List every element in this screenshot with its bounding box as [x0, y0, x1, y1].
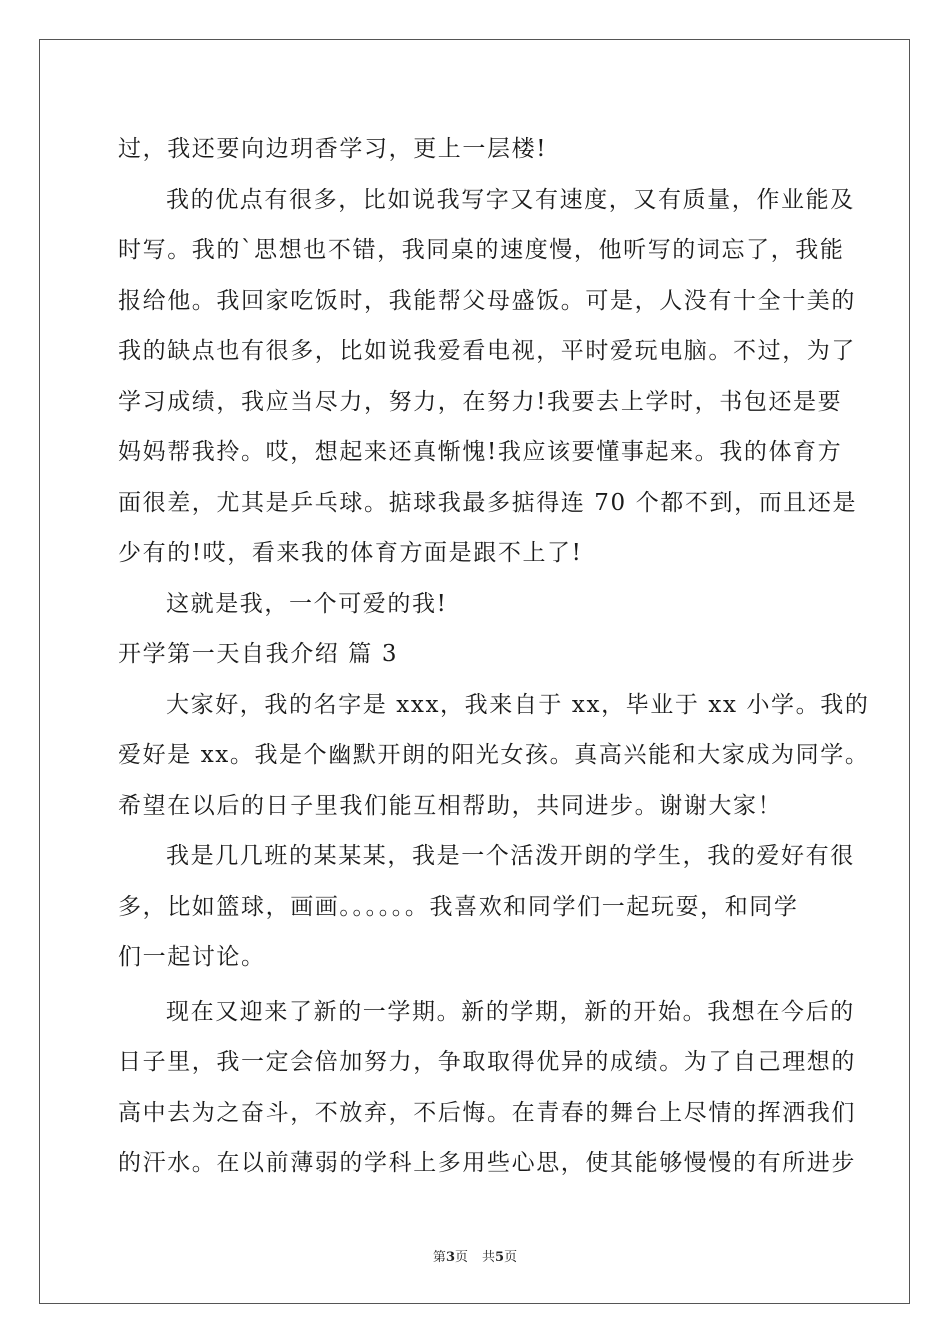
- section-heading: 开学第一天自我介绍 篇 3: [118, 641, 399, 667]
- text-line: 我是几几班的某某某，我是一个活泼开朗的学生，我的爱好有很: [166, 843, 855, 869]
- text-line: 爱好是 xx。我是个幽默开朗的阳光女孩。真高兴能和大家成为同学。: [118, 742, 870, 768]
- page-prefix: 第: [432, 1250, 446, 1265]
- text-line: 们一起讨论。: [118, 944, 266, 970]
- text-line: 大家好，我的名字是 xxx，我来自于 xx，毕业于 xx 小学。我的: [166, 691, 870, 718]
- text-line: 面很差，尤其是乒乓球。掂球我最多掂得连 70 个都不到，而且还是: [118, 489, 858, 516]
- total-pages: 5: [495, 1250, 505, 1265]
- total-prefix: 共: [482, 1250, 496, 1265]
- text-line: 报给他。我回家吃饭时，我能帮父母盛饭。可是，人没有十全十美的: [118, 287, 856, 314]
- text-line: 高中去为之奋斗，不放弃，不后悔。在青春的舞台上尽情的挥洒我们: [118, 1099, 856, 1126]
- total-suffix: 页: [504, 1250, 518, 1265]
- document-body: [118, 124, 870, 1189]
- text-line: 的汗水。在以前薄弱的学科上多用些心思，使其能够慢慢的有所进步: [118, 1150, 856, 1176]
- text-line: 这就是我，一个可爱的我!: [166, 590, 448, 617]
- text-line: 我的缺点也有很多，比如说我爱看电视，平时爱玩电脑。不过，为了: [118, 338, 856, 364]
- text-line: 学习成绩，我应当尽力，努力，在努力!我要去上学时，书包还是要: [118, 388, 843, 415]
- text-line: 少有的!哎，看来我的体育方面是跟不上了!: [118, 540, 583, 566]
- text-line: 我的优点有很多，比如说我写字又有速度，又有质量，作业能及: [166, 186, 855, 213]
- page-footer: [0, 1246, 950, 1265]
- text-line: 多，比如篮球，画画。。。。。。我喜欢和同学们一起玩耍，和同学: [118, 893, 799, 920]
- text-line: 希望在以后的日子里我们能互相帮助，共同进步。谢谢大家！: [118, 792, 783, 819]
- text-line: 妈妈帮我拎。哎，想起来还真惭愧!我应该要懂事起来。我的体育方: [118, 439, 843, 465]
- text-line: 时写。我的`思想也不错，我同桌的速度慢，他听写的词忘了，我能: [118, 237, 845, 263]
- page-suffix: 页: [454, 1250, 468, 1265]
- text-line: 现在又迎来了新的一学期。新的学期，新的开始。我想在今后的: [166, 998, 855, 1025]
- text-line: 过，我还要向边玥香学习，更上一层楼!: [118, 136, 548, 162]
- page-number: 3: [445, 1250, 455, 1265]
- text-line: 日子里，我一定会倍加努力，争取取得优异的成绩。为了自己理想的: [118, 1049, 856, 1075]
